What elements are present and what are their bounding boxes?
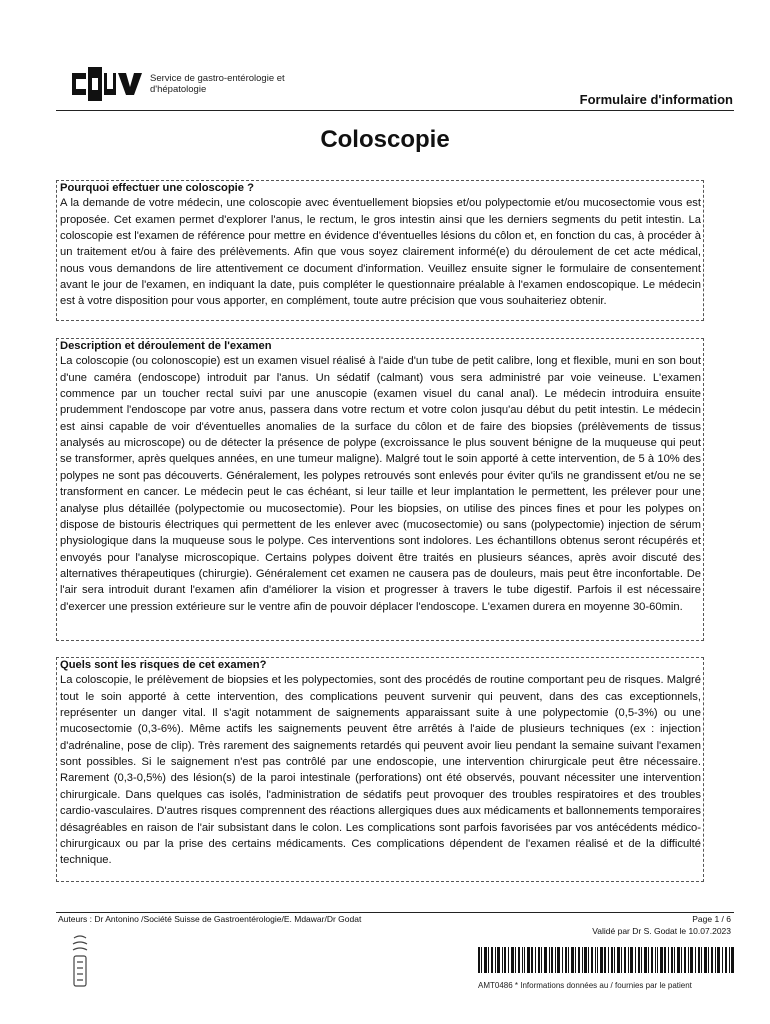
section-body: La coloscopie, le prélèvement de biopsies et les polypectomies, sont des procédés de routine comportant peu de risques. Malgré tout le soin apporté à cette intervention, des complications peuvent survenir qui peuvent, dans des cas exceptionnels, représenter un danger vital. Il s'agit notamment de saignements apparaissant suite à une polypectomie (0,5-3%) ou une mucosectomie (0,3-6%). Même actifs les saignements peuvent être arrêtés à l'aide de plusieurs techniques (ex : injection d'adrénaline, pose de clip). Très rarement des saignements retardés qui peuvent avoir lieu pendant la semaine suivant l'examen sont possibles. Si le saignement n'est pas contrôlé par une endoscopie, une intervention chirurgicale peut être nécessaire. Rarement (0,3-0,5%) des lésion(s) de la paroi intestinale (perforations) ont été observés, pouvant nécessiter une intervention chirurgicale. Dans quelques cas isolés, l'administration de sédatifs peut provoquer des troubles respiratoires et des troubles cardio-vasculaires. D'autres risques comprennent des réactions allergiques dues aux médicaments et ballonnements temporaires désagréables en raison de l'air subsistant dans le colon. Les complications sont parfois favorisées par vos antécédents médico-chirurgicaux ou par la prise des certains médicaments. Ces complications dépendent de l'examen réalisé et de la difficulté technique. <box>60 674 701 867</box>
service-line-1: Service de gastro-entérologie et <box>150 73 285 84</box>
service-name <box>150 73 285 95</box>
authors-text: Auteurs : Dr Antonino /Société Suisse de Gastroentérologie/E. Mdawar/Dr Godat <box>58 914 362 924</box>
page-number: Page 1 / 6 <box>692 914 731 924</box>
section-heading: Pourquoi effectuer une coloscopie ? <box>60 182 254 194</box>
section-description <box>56 338 704 641</box>
section-body: A la demande de votre médecin, une coloscopie avec éventuellement biopsies et/ou polypectomie et/ou mucosectomie vous est proposée. Cet examen permet d'explorer l'anus, le rectum, le gros intestin ainsi que les derniers segments du petit intestin. La coloscopie est l'examen de référence pour mettre en évidence d'éventuelles lésions du côlon et, en fonction du cas, à procéder à un traitement et/ou à faire des prélèvements. Afin que vous soyez clairement informé(e) du déroulement de cet acte médical, nous vous demandons de lire attentivement ce document d'information. Veuillez ensuite signer le formulaire de consentement avant le jour de l'examen, en indiquant la date, puis compléter le questionnaire préalable à l'examen endoscopique. Le médecin est à votre disposition pour vous apporter, en complément, toute autre précision que vous souhaiteriez obtenir. <box>60 197 701 308</box>
chuv-logo <box>72 67 144 101</box>
form-type-label: Formulaire d'information <box>579 92 733 107</box>
document-title: Coloscopie <box>320 126 450 153</box>
document-code: AMT0486 * Informations données au / fournies par le patient <box>478 981 692 990</box>
service-line-2: d'hépatologie <box>150 84 207 95</box>
vaud-emblem-icon <box>68 932 94 992</box>
header-divider <box>56 110 734 111</box>
footer-divider <box>56 912 734 913</box>
barcode-icon <box>478 947 734 973</box>
section-heading: Quels sont les risques de cet examen? <box>60 659 267 671</box>
validation-text: Validé par Dr S. Godat le 10.07.2023 <box>592 926 731 936</box>
section-body: La coloscopie (ou colonoscopie) est un examen visuel réalisé à l'aide d'un tube de petit calibre, long et flexible, muni en son bout d'une caméra (endoscope) introduit par l'anus. Un sédatif (calmant) vous sera administré par voie veineuse. L'examen commence par un toucher rectal suivi par une anuscopie (examen visuel du canal anal). Le médecin introduira ensuite prudemment l'endoscope par votre anus, passera dans votre rectum et votre colon jusqu'au début du petit intestin. Le médecin est ainsi capable de voir d'éventuelles anomalies de la surface du côlon et de faire des biopsies (prélèvements de tissus analysés au microscope) ou de détecter la présence de polype (excroissance le plus souvent bénigne de la muqueuse qui peut se transformer, après quelques années, en une tumeur maligne). Malgré tout le soin apporté à cette intervention, de 5 à 10% des polypes ne sont pas découverts. Généralement, les polypes retrouvés sont enlevés pour éviter qu'ils ne grandissent et/ou ne se transforment en cancer. Le médecin peut le cas échéant, si leur taille et leur implantation le permettent, les prélever pour une analyse plus détaillée (polypectomie ou mucosectomie). Pour les biopsies, on utilise des pinces fines et pour les polypes on dispose de bistouris électriques qui permettent de les enlever avec (mucosectomie) ou sans (polypectomie) injection de sérum physiologique dans la muqueuse sous le polype. Ces interventions sont indolores. Les échantillons obtenus seront récupérés et envoyés pour l'analyse microscopique. Certains polypes doivent être traités en plusieurs séances, après avoir discuté des alternatives thérapeutiques (chirurgie). Généralement cet examen ne causera pas de douleurs, mais peut être inconfortable. De l'air sera introduit durant l'examen afin d'améliorer la vision et progresser à travers le tube digestif. Parfois il est nécessaire d'exercer une pression extérieure sur le ventre afin de pouvoir déplacer l'endoscope. L'examen durera en moyenne 30-60min. <box>60 355 701 613</box>
section-why <box>56 180 704 321</box>
section-risks <box>56 657 704 882</box>
section-heading: Description et déroulement de l'examen <box>60 340 272 352</box>
